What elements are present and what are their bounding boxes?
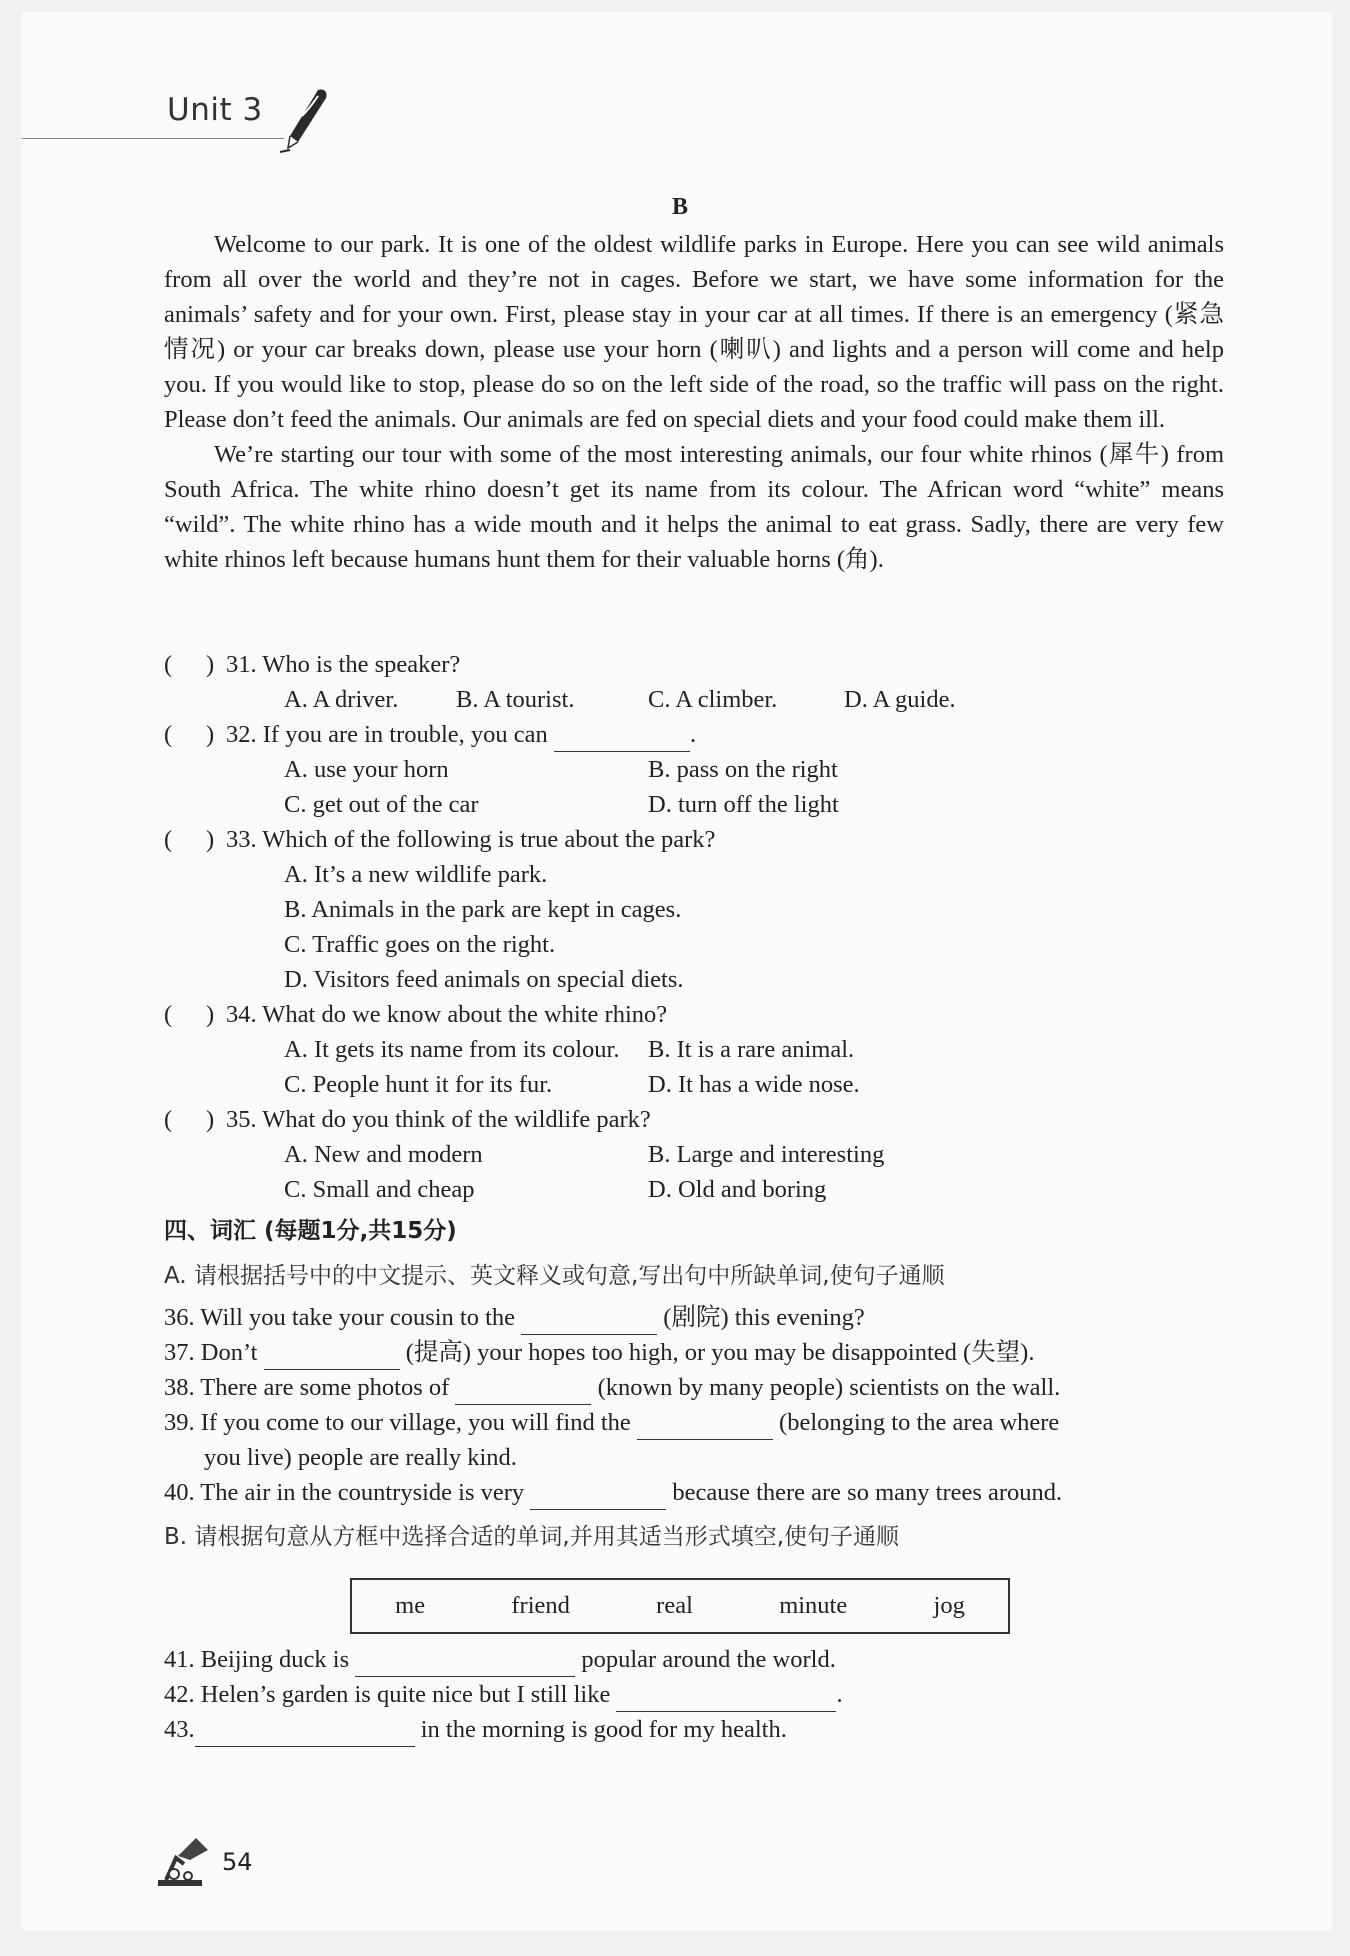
question-text: 32. If you are in trouble, you can xyxy=(226,721,548,748)
option-d: D. It has a wide nose. xyxy=(648,1071,860,1098)
option-c: C. get out of the car xyxy=(284,791,479,818)
option-d: D. Visitors feed animals on special diets. xyxy=(284,966,684,993)
word-bank-item: minute xyxy=(779,1592,848,1619)
section-heading: 四、词汇 (每题1分,共15分) xyxy=(164,1218,457,1244)
answer-paren-left: ( xyxy=(164,1001,173,1028)
page-number: 54 xyxy=(222,1848,253,1876)
answer-blank[interactable] xyxy=(195,1720,415,1747)
option-c: C. People hunt it for its fur. xyxy=(284,1071,553,1098)
word-bank-item: me xyxy=(395,1592,426,1619)
option-b: B. A tourist. xyxy=(456,686,575,713)
option-b: B. Animals in the park are kept in cages. xyxy=(284,896,682,923)
answer-paren-right: ) xyxy=(206,1001,215,1028)
word-bank-item: real xyxy=(656,1592,693,1619)
word-bank-item: friend xyxy=(511,1592,570,1619)
sentence-41: 41. Beijing duck is popular around the world. xyxy=(164,1642,1224,1677)
answer-blank[interactable] xyxy=(530,1483,666,1510)
question-text: 31. Who is the speaker? xyxy=(226,651,461,678)
question-text: 34. What do we know about the white rhino? xyxy=(226,1001,668,1028)
answer-blank[interactable] xyxy=(455,1378,591,1405)
answer-paren-left: ( xyxy=(164,651,173,678)
option-a: A. New and modern xyxy=(284,1141,483,1168)
answer-paren-left: ( xyxy=(164,1106,173,1133)
sentence-40: 40. The air in the countryside is very because there are so many trees around. xyxy=(164,1475,1224,1510)
answer-paren-right: ) xyxy=(206,1106,215,1133)
workbook-page xyxy=(22,12,1332,1930)
answer-blank[interactable] xyxy=(616,1685,836,1712)
header-rule xyxy=(22,138,284,139)
option-c: C. A climber. xyxy=(648,686,778,713)
desk-lamp-icon xyxy=(154,1830,214,1890)
option-c: C. Small and cheap xyxy=(284,1176,475,1203)
instructions-b: B. 请根据句意从方框中选择合适的单词,并用其适当形式填空,使句子通顺 xyxy=(164,1524,900,1550)
pen-icon xyxy=(268,86,338,156)
option-d: D. Old and boring xyxy=(648,1176,827,1203)
word-bank-box xyxy=(350,1578,1010,1634)
question-34 xyxy=(164,997,1224,1102)
unit-title: Unit 3 xyxy=(167,92,263,128)
question-35 xyxy=(164,1102,1224,1207)
sentence-37: 37. Don’t (提高) your hopes too high, or you may be disappointed (失望). xyxy=(164,1335,1224,1370)
word-bank-item: jog xyxy=(933,1592,965,1619)
option-d: D. turn off the light xyxy=(648,791,839,818)
answer-blank[interactable] xyxy=(264,1343,400,1370)
option-b: B. It is a rare animal. xyxy=(648,1036,855,1063)
reading-passage xyxy=(164,227,1224,577)
sentence-42: 42. Helen’s garden is quite nice but I still like . xyxy=(164,1677,1224,1712)
option-a: A. use your horn xyxy=(284,756,449,783)
answer-blank[interactable] xyxy=(355,1650,575,1677)
question-text: 35. What do you think of the wildlife park? xyxy=(226,1106,651,1133)
sentence-39: 39. If you come to our village, you will find the (belonging to the area where xyxy=(164,1405,1224,1440)
question-end: . xyxy=(689,721,697,748)
answer-blank[interactable] xyxy=(554,725,690,752)
question-text: 33. Which of the following is true about the park? xyxy=(226,826,716,853)
passage-paragraph: We’re starting our tour with some of the most interesting animals, our four white rhinos (犀牛) from South Africa. The white rhino doesn’t get its name from its colour. The African word “white” means “wild”. The white rhino has a wide mouth and it helps the animal to eat grass. Sadly, there are very few white rhinos left because humans hunt them for their valuable horns (角). xyxy=(164,441,1224,573)
answer-paren-right: ) xyxy=(206,651,215,678)
option-c: C. Traffic goes on the right. xyxy=(284,931,556,958)
sentence-38: 38. There are some photos of (known by many people) scientists on the wall. xyxy=(164,1370,1224,1405)
section-letter: B xyxy=(672,194,689,220)
sentence-43: 43. in the morning is good for my health. xyxy=(164,1712,1224,1747)
option-b: B. Large and interesting xyxy=(648,1141,885,1168)
sentence-39-continued: you live) people are really kind. xyxy=(204,1444,517,1471)
passage-paragraph: Welcome to our park. It is one of the oldest wildlife parks in Europe. Here you can see wild animals from all over the world and they’re not in cages. Before we start, we have some information for the animals’ safety and for your own. First, please stay in your car at all times. If there is an emergency (紧急情况) or your car breaks down, please use your horn (喇叭) and lights and a person will come and help you. If you would like to stop, please do so on the left side of the road, so the traffic will pass on the right. Please don’t feed the animals. Our animals are fed on special diets and your food could make them ill. xyxy=(164,231,1224,433)
option-a: A. It gets its name from its colour. xyxy=(284,1036,620,1063)
option-d: D. A guide. xyxy=(844,686,956,713)
answer-paren-right: ) xyxy=(206,826,215,853)
answer-blank[interactable] xyxy=(637,1413,773,1440)
question-31 xyxy=(164,647,1224,717)
answer-paren-left: ( xyxy=(164,721,173,748)
vocab-part-a xyxy=(164,1300,1224,1510)
answer-paren-right: ) xyxy=(206,721,215,748)
question-33 xyxy=(164,822,1224,997)
sentence-36: 36. Will you take your cousin to the (剧院) this evening? xyxy=(164,1300,1224,1335)
option-a: A. It’s a new wildlife park. xyxy=(284,861,548,888)
instructions-a: A. 请根据括号中的中文提示、英文释义或句意,写出句中所缺单词,使句子通顺 xyxy=(164,1263,945,1289)
option-b: B. pass on the right xyxy=(648,756,838,783)
vocab-part-b xyxy=(164,1642,1224,1747)
answer-blank[interactable] xyxy=(521,1308,657,1335)
option-a: A. A driver. xyxy=(284,686,399,713)
question-32 xyxy=(164,717,1224,822)
answer-paren-left: ( xyxy=(164,826,173,853)
